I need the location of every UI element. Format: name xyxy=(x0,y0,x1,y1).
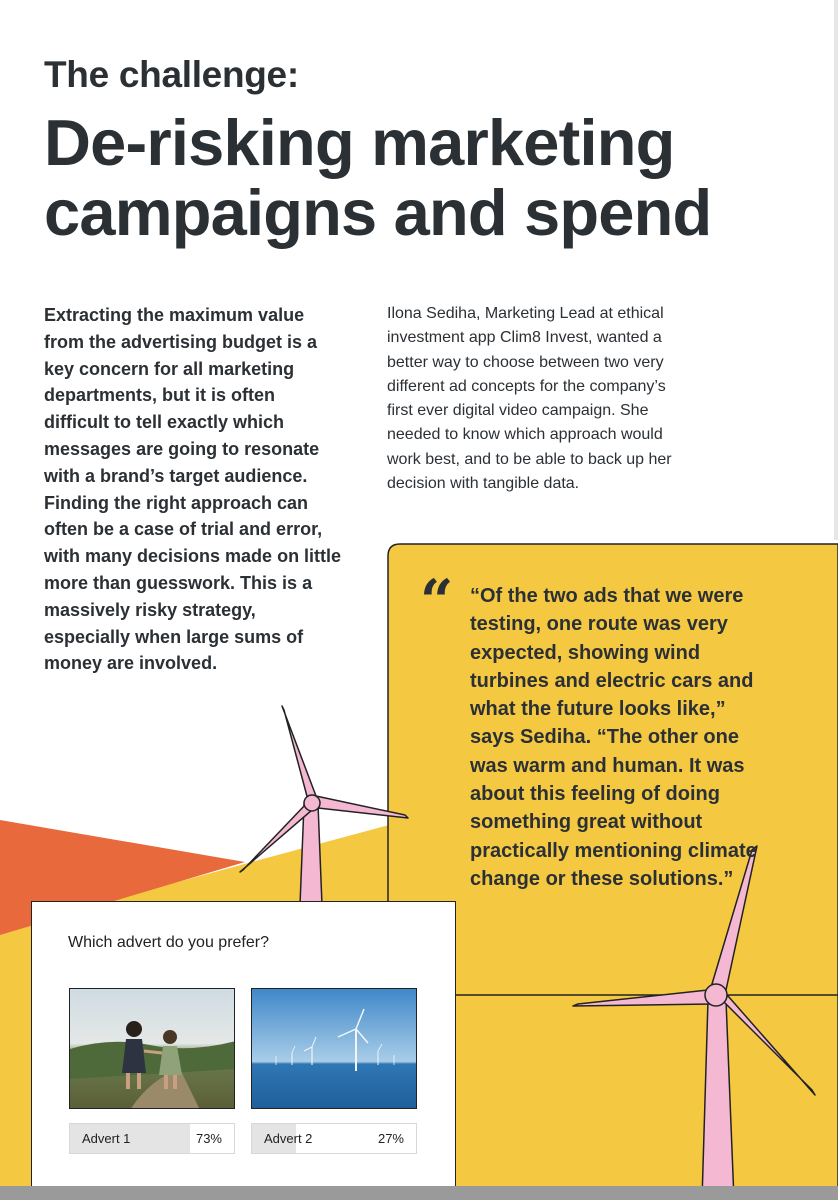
quote-mark-icon: “ xyxy=(420,567,454,635)
children-photo xyxy=(70,989,235,1109)
result-label: Advert 1 xyxy=(82,1131,131,1146)
result-percent: 27% xyxy=(377,1131,404,1146)
wind-farm-photo xyxy=(252,989,417,1109)
turbine-tower xyxy=(300,804,322,905)
advert-1-thumbnail[interactable] xyxy=(69,988,235,1109)
turbine-blade xyxy=(282,706,316,800)
page-edge xyxy=(834,0,838,540)
page-title: De-risking marketing campaigns and spend xyxy=(44,106,712,249)
turbine-hub xyxy=(705,984,727,1006)
advert-1-result[interactable] xyxy=(69,1123,235,1154)
poll-card xyxy=(31,901,456,1200)
intro-paragraph: Extracting the maximum value from the advertising budget is a key concern for all marketing departments, but it is often difficult to tell exactly which messages are going to resonate with a brand’s target audience. Finding the right approach can often be a case of trial and error, with many decisions made on little more than guesswork. This is a massively risky strategy, especially when large sums of money are involved. xyxy=(44,305,342,674)
turbine-hub xyxy=(304,795,320,811)
poll-question: Which advert do you prefer? xyxy=(68,934,269,951)
kicker: The challenge: xyxy=(44,54,299,95)
result-percent: 73% xyxy=(195,1131,222,1146)
bottom-scroll-bar xyxy=(0,1186,838,1200)
advert-2-thumbnail[interactable] xyxy=(251,988,417,1109)
body-paragraph: Ilona Sediha, Marketing Lead at ethical investment app Clim8 Invest, wanted a better way to choose between two very different ad concepts for the company’s first ever digital video campaign. She needed to know which approach would work best, and to be able to back up her decision with tangible data. xyxy=(387,305,672,493)
result-label: Advert 2 xyxy=(264,1131,313,1146)
pull-quote: “Of the two ads that we were testing, one route was very expected, showing wind turbines and electric cars and what the future looks like,” says Sediha. “The other one was warm and human. It was about this feeling of doing something great without practically mentioning climate change or these solutions.” xyxy=(470,585,757,890)
advert-2-result[interactable] xyxy=(251,1123,417,1154)
